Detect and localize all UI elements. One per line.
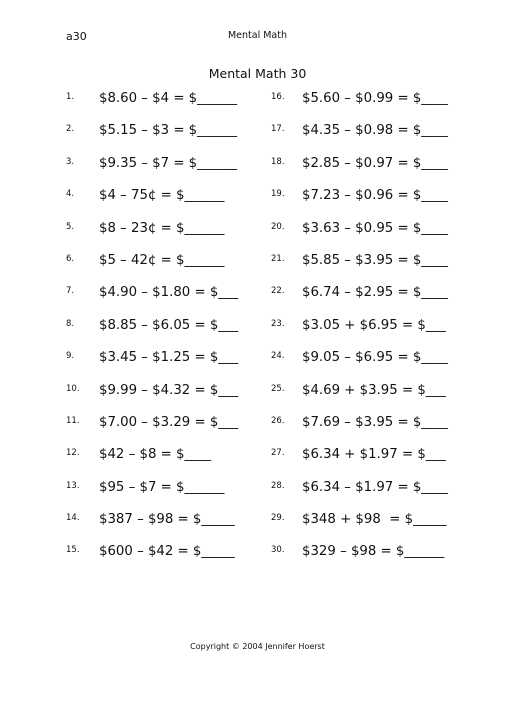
problem-equation: $7.00 – $3.29 = $___ xyxy=(99,414,239,430)
problem-equation: $3.45 – $1.25 = $___ xyxy=(99,350,239,366)
problem-item xyxy=(66,382,266,414)
problem-equation: $5.15 – $3 = $______ xyxy=(99,123,238,139)
problem-equation: $5.85 – $3.95 = $____ xyxy=(302,252,448,268)
problem-item xyxy=(271,284,471,316)
problem-equation: $4.90 – $1.80 = $___ xyxy=(99,285,239,301)
problem-item xyxy=(271,187,471,219)
problem-equation: $5 – 42¢ = $______ xyxy=(99,252,225,268)
problem-item xyxy=(66,543,266,575)
problem-number: 23. xyxy=(271,318,285,329)
problem-item xyxy=(66,90,266,122)
problem-number: 18. xyxy=(271,156,285,167)
problem-item xyxy=(271,382,471,414)
problem-number: 26. xyxy=(271,415,285,426)
problem-equation: $387 – $98 = $_____ xyxy=(99,512,235,528)
problem-equation: $7.23 – $0.96 = $____ xyxy=(302,188,448,204)
problem-item xyxy=(271,122,471,154)
problem-equation: $6.34 – $1.97 = $____ xyxy=(302,479,448,495)
problem-item xyxy=(271,90,471,122)
problem-item xyxy=(66,446,266,478)
problem-item xyxy=(66,155,266,187)
problem-item xyxy=(271,446,471,478)
problem-item xyxy=(66,414,266,446)
problem-number: 15. xyxy=(66,545,80,556)
problem-number: 3. xyxy=(66,156,75,167)
problem-number: 11. xyxy=(66,415,80,426)
problem-equation: $9.35 – $7 = $______ xyxy=(99,155,238,171)
problem-number: 8. xyxy=(66,318,75,329)
problem-equation: $8 – 23¢ = $______ xyxy=(99,220,225,236)
problem-item xyxy=(66,187,266,219)
problem-equation: $95 – $7 = $______ xyxy=(99,479,225,495)
problem-number: 30. xyxy=(271,545,285,556)
problem-item xyxy=(271,220,471,252)
problem-equation: $7.69 – $3.95 = $____ xyxy=(302,414,448,430)
problem-equation: $42 – $8 = $____ xyxy=(99,447,212,463)
problem-number: 19. xyxy=(271,189,285,200)
problem-item xyxy=(271,543,471,575)
problem-number: 28. xyxy=(271,480,285,491)
problem-number: 20. xyxy=(271,221,285,232)
problem-item xyxy=(271,349,471,381)
problem-equation: $4.69 + $3.95 = $___ xyxy=(302,382,446,398)
copyright-footer: Copyright © 2004 Jennifer Hoerst xyxy=(190,642,325,651)
problem-equation: $8.60 – $4 = $______ xyxy=(99,91,238,106)
problem-number: 25. xyxy=(271,383,285,394)
problem-number: 24. xyxy=(271,351,285,362)
problem-equation: $4 – 75¢ = $______ xyxy=(99,188,225,204)
problem-number: 2. xyxy=(66,124,75,135)
problem-equation: $5.60 – $0.99 = $____ xyxy=(302,91,448,106)
problem-equation: $4.35 – $0.98 = $____ xyxy=(302,123,448,139)
problem-number: 1. xyxy=(66,92,75,102)
problem-equation: $348 + $98 = $_____ xyxy=(302,512,447,528)
problem-number: 6. xyxy=(66,253,75,264)
problem-number: 10. xyxy=(66,383,80,394)
problem-item xyxy=(66,252,266,284)
problem-item xyxy=(271,252,471,284)
problem-item xyxy=(271,155,471,187)
problem-number: 7. xyxy=(66,286,75,297)
problem-item xyxy=(66,479,266,511)
problem-number: 14. xyxy=(66,513,80,524)
problem-number: 22. xyxy=(271,286,285,297)
problem-item xyxy=(66,317,266,349)
problem-number: 21. xyxy=(271,253,285,264)
problem-item xyxy=(66,511,266,543)
problem-number: 17. xyxy=(271,124,285,135)
problem-item xyxy=(66,220,266,252)
problem-number: 29. xyxy=(271,513,285,524)
problem-equation: $8.85 – $6.05 = $___ xyxy=(99,317,239,333)
problem-equation: $3.05 + $6.95 = $___ xyxy=(302,317,446,333)
problem-number: 27. xyxy=(271,448,285,459)
header-title: Mental Math xyxy=(227,30,288,41)
problem-number: 5. xyxy=(66,221,75,232)
problem-item xyxy=(66,122,266,154)
problem-item xyxy=(66,349,266,381)
problem-equation: $9.05 – $6.95 = $____ xyxy=(302,350,448,366)
problem-column-left xyxy=(66,90,266,576)
problem-number: 13. xyxy=(66,480,80,491)
worksheet-title: Mental Math 30 xyxy=(208,66,307,81)
problem-number: 16. xyxy=(271,92,285,102)
problem-equation: $9.99 – $4.32 = $___ xyxy=(99,382,239,398)
worksheet-code: a30 xyxy=(66,30,87,43)
problem-equation: $6.74 – $2.95 = $____ xyxy=(302,285,448,301)
problem-equation: $2.85 – $0.97 = $____ xyxy=(302,155,448,171)
problem-equation: $600 – $42 = $_____ xyxy=(99,544,235,560)
problem-item xyxy=(271,414,471,446)
problem-item xyxy=(66,284,266,316)
problem-column-right xyxy=(271,90,471,576)
problem-equation: $6.34 + $1.97 = $___ xyxy=(302,447,446,463)
problem-number: 9. xyxy=(66,351,75,362)
problem-equation: $3.63 – $0.95 = $____ xyxy=(302,220,448,236)
problem-item xyxy=(271,511,471,543)
problem-item xyxy=(271,317,471,349)
problem-number: 4. xyxy=(66,189,75,200)
problem-number: 12. xyxy=(66,448,80,459)
problem-equation: $329 – $98 = $______ xyxy=(302,544,445,560)
problem-item xyxy=(271,479,471,511)
